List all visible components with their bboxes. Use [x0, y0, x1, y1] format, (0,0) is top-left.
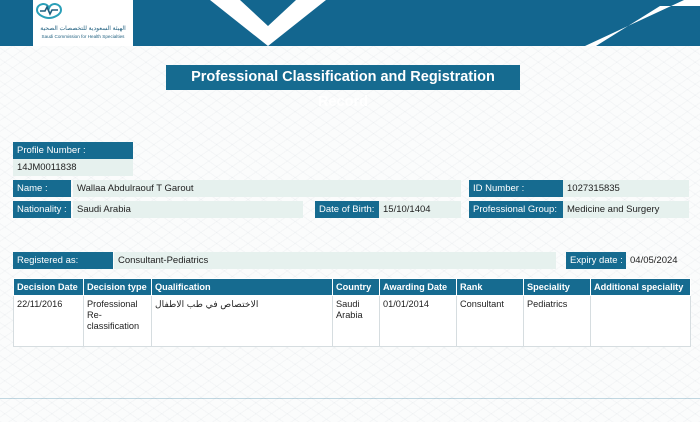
page-title: Professional Classification and Registration Record — [166, 65, 520, 90]
date-of-birth-value: 15/10/1404 — [379, 201, 461, 218]
name-value: Wallaa Abdulraouf T Garout — [73, 180, 461, 197]
logo-english-text: Saudi Commission for Health Specialties — [41, 34, 125, 39]
registered-as-label: Registered as: — [13, 252, 113, 269]
cell-additional-speciality — [591, 296, 691, 347]
date-of-birth-label: Date of Birth: — [315, 201, 379, 218]
nationality-value: Saudi Arabia — [73, 201, 303, 218]
name-label: Name : — [13, 180, 71, 197]
col-country: Country — [333, 279, 380, 296]
cell-speciality: Pediatrics — [524, 296, 591, 347]
col-decision-type: Decision type — [84, 279, 152, 296]
col-decision-date: Decision Date — [14, 279, 84, 296]
professional-group-label: Professional Group: — [469, 201, 563, 218]
registered-as-value: Consultant-Pediatrics — [114, 252, 556, 269]
scfhs-logo — [33, 0, 133, 46]
footer-divider — [0, 398, 700, 399]
nationality-label: Nationality : — [13, 201, 71, 218]
col-speciality: Speciality — [524, 279, 591, 296]
id-number-label: ID Number : — [469, 180, 563, 197]
col-awarding-date: Awarding Date — [380, 279, 457, 296]
profile-number-value: 14JM0011838 — [13, 159, 133, 176]
id-number-value: 1027315835 — [563, 180, 689, 197]
col-rank: Rank — [457, 279, 524, 296]
header-band — [0, 0, 700, 46]
col-qualification: Qualification — [152, 279, 333, 296]
expiry-date-label: Expiry date : — [566, 252, 626, 269]
logo-mark-icon — [33, 0, 65, 20]
professional-group-value: Medicine and Surgery — [563, 201, 689, 218]
table-row — [14, 296, 691, 347]
table-header-row — [14, 279, 691, 296]
cell-qualification: الاختصاص في طب الاطفال — [152, 296, 333, 347]
cell-rank: Consultant — [457, 296, 524, 347]
cell-country: Saudi Arabia — [333, 296, 380, 347]
profile-number-label: Profile Number : — [13, 142, 133, 159]
cell-awarding-date: 01/01/2014 — [380, 296, 457, 347]
col-additional-speciality: Additional speciality — [591, 279, 691, 296]
cell-decision-type: Professional Re-classification — [84, 296, 152, 347]
cell-decision-date: 22/11/2016 — [14, 296, 84, 347]
logo-arabic-text: الهيئة السعودية للتخصصات الصحية — [40, 26, 126, 32]
expiry-date-value: 04/05/2024 — [630, 255, 678, 266]
decisions-table — [13, 278, 691, 347]
